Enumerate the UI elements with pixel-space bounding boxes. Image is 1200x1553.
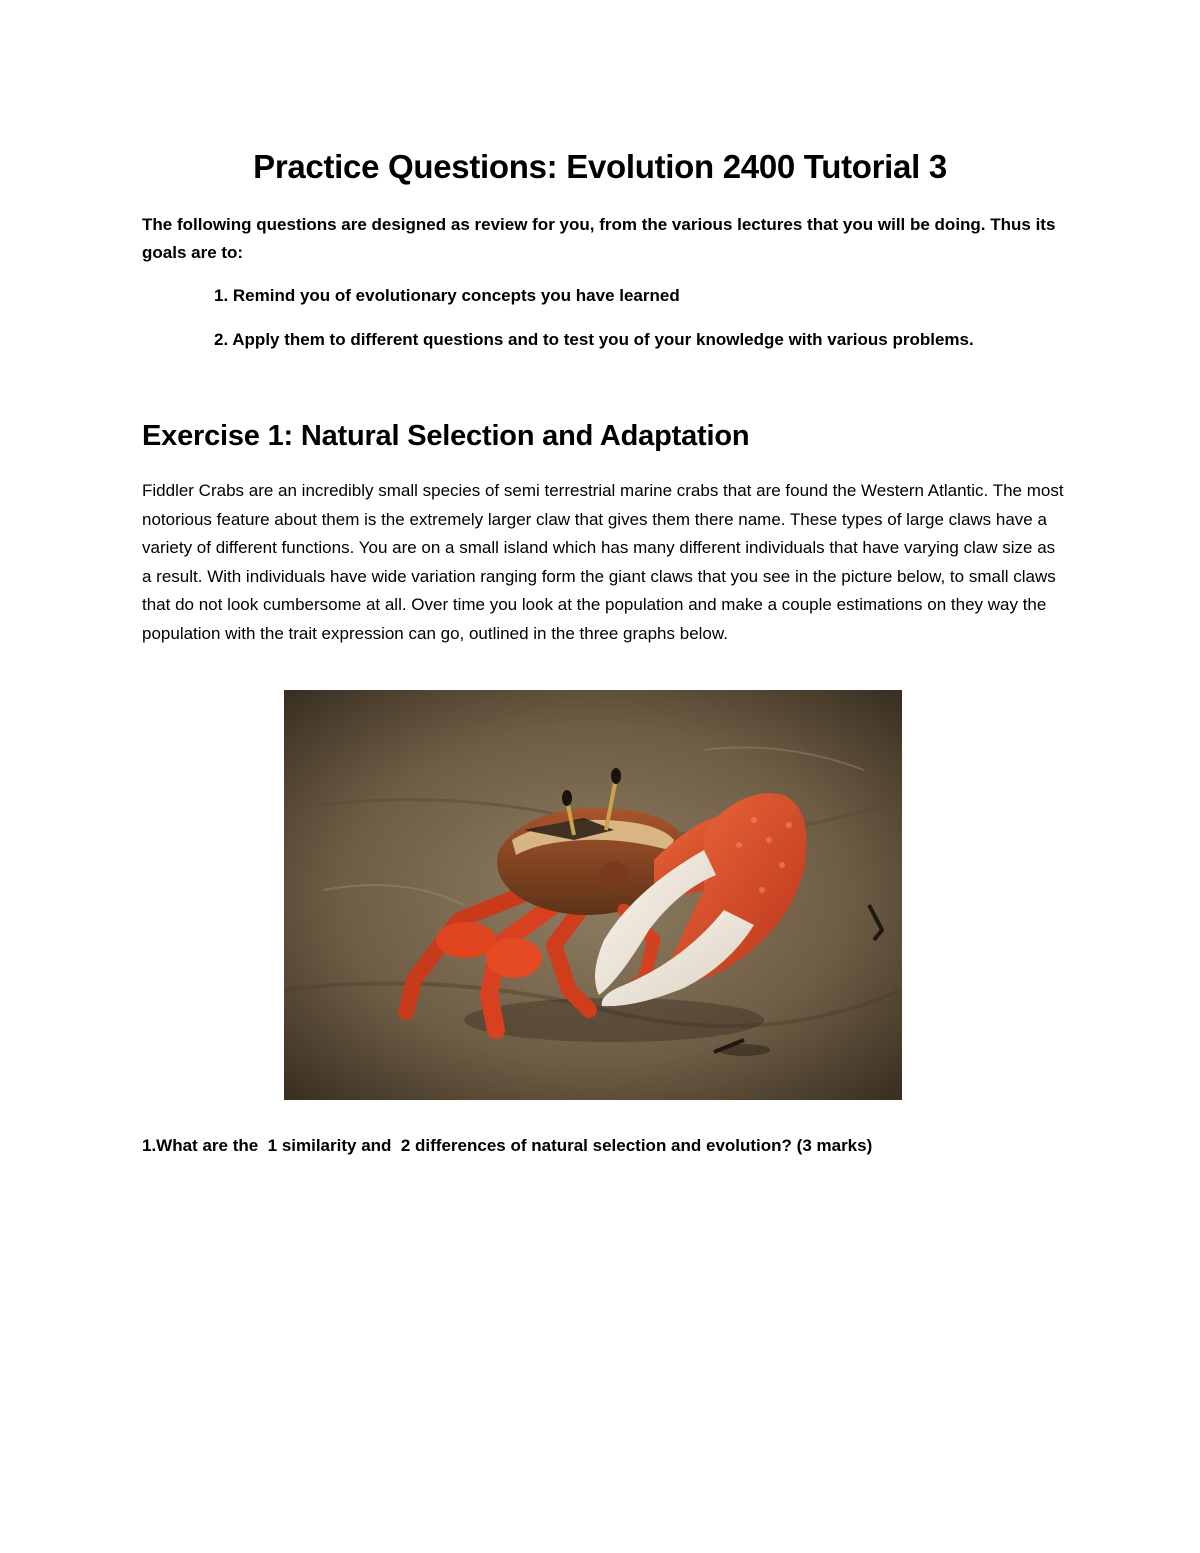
- goal-item-1: 1. Remind you of evolutionary concepts you have learned: [214, 286, 680, 305]
- section-paragraph: Fiddler Crabs are an incredibly small species of semi terrestrial marine crabs that are found the Western Atlantic. The most notorious feature about them is the extremely larger claw that gives them there name. These types of large claws have a variety of different functions. You are on a small island which has many different individuals that have varying claw size as a result. With individuals have wide variation ranging form the giant claws that you see in the picture below, to small claws that do not look cumbersome at all. Over time you look at the population and make a couple estimations on they way the population with the trait expression can go, outlined in the three graphs below.: [142, 481, 1064, 643]
- fiddler-crab-image: [284, 690, 902, 1100]
- section-heading: Exercise 1: Natural Selection and Adaptation: [142, 420, 750, 452]
- intro-paragraph: The following questions are designed as review for you, from the various lectures that you will be doing. Thus its goals are to:: [142, 215, 1056, 262]
- question-1: 1.What are the 1 similarity and 2 differences of natural selection and evolution? (3 marks): [142, 1136, 873, 1155]
- fiddler-crab-photo: [284, 690, 902, 1100]
- goal-item-2: 2. Apply them to different questions and to test you of your knowledge with various problems.: [214, 330, 974, 349]
- document-title: Practice Questions: Evolution 2400 Tutorial 3: [253, 148, 947, 185]
